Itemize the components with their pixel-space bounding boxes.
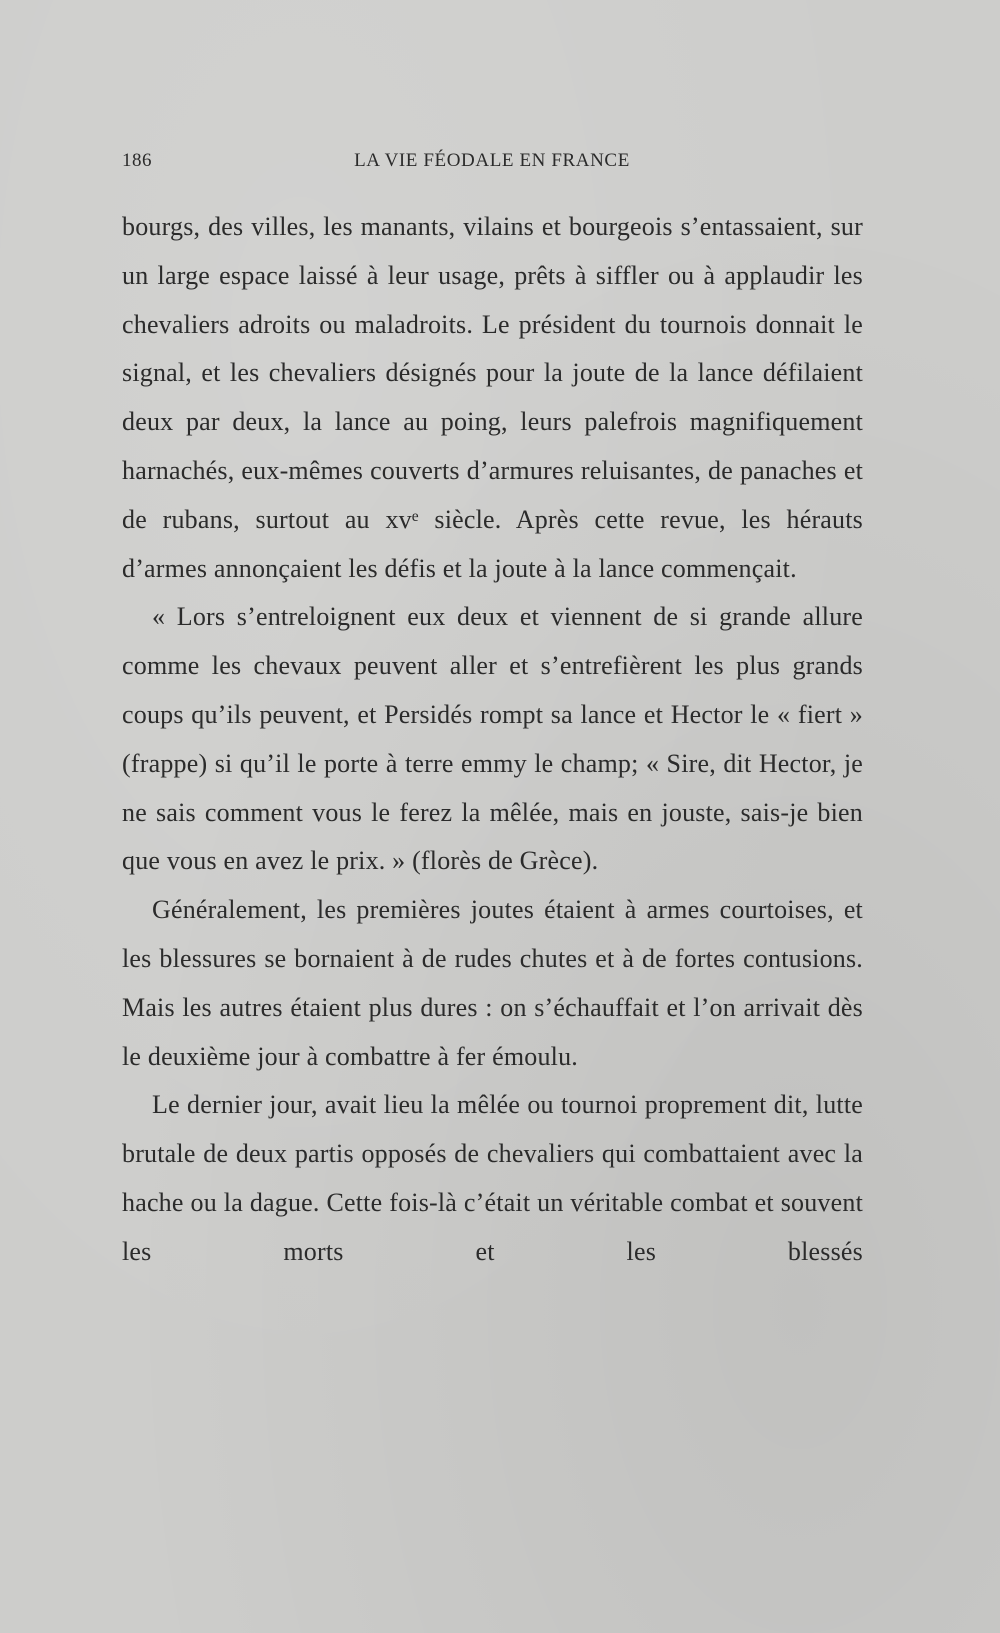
paragraph-3: Généralement, les premières joutes étaient à armes courtoises, et les blessures se bornaient à de rudes chutes et à de fortes contusions. Mais les autres étaient plus dures : on s’échauffait et l’on arrivait dès le deuxième jour à combattre à fer émoulu.: [122, 895, 863, 1071]
running-title: LA VIE FÉODALE EN FRANCE: [354, 150, 630, 171]
body-text: [122, 203, 863, 1277]
page-number: 186: [122, 150, 152, 171]
paragraph-1: bourgs, des villes, les manants, vilains et bourgeois s’entassaient, sur un large espace laissé à leur usage, prêts à siffler ou à applaudir les chevaliers adroits ou maladroits. Le président du tournois donnait le signal, et les chevaliers désignés pour la joute de la lance défilaient deux par deux, la lance au poing, leurs palefrois magnifiquement harnachés, eux-mêmes couverts d’armures reluisantes, de panaches et de rubans, surtout au xvᵉ siècle. Après cette revue, les hérauts d’armes annonçaient les défis et la joute à la lance commençait.: [122, 212, 863, 583]
page-header: [122, 150, 862, 180]
paragraph-4: Le dernier jour, avait lieu la mêlée ou tournoi proprement dit, lutte brutale de deux partis opposés de chevaliers qui combattaient avec la hache ou la dague. Cette fois-là c’était un véritable combat et souvent les morts et les blessés: [122, 1090, 863, 1266]
paragraph-2-quote: « Lors s’entreloignent eux deux et viennent de si grande allure comme les chevaux peuvent aller et s’entrefièrent les plus grands coups qu’ils peuvent, et Persidés rompt sa lance et Hector le « fiert » (frappe) si qu’il le porte à terre emmy le champ; « Sire, dit Hector, je ne sais comment vous le ferez la mêlée, mais en jouste, sais-je bien que vous en avez le prix. » (florès de Grèce).: [122, 602, 863, 876]
